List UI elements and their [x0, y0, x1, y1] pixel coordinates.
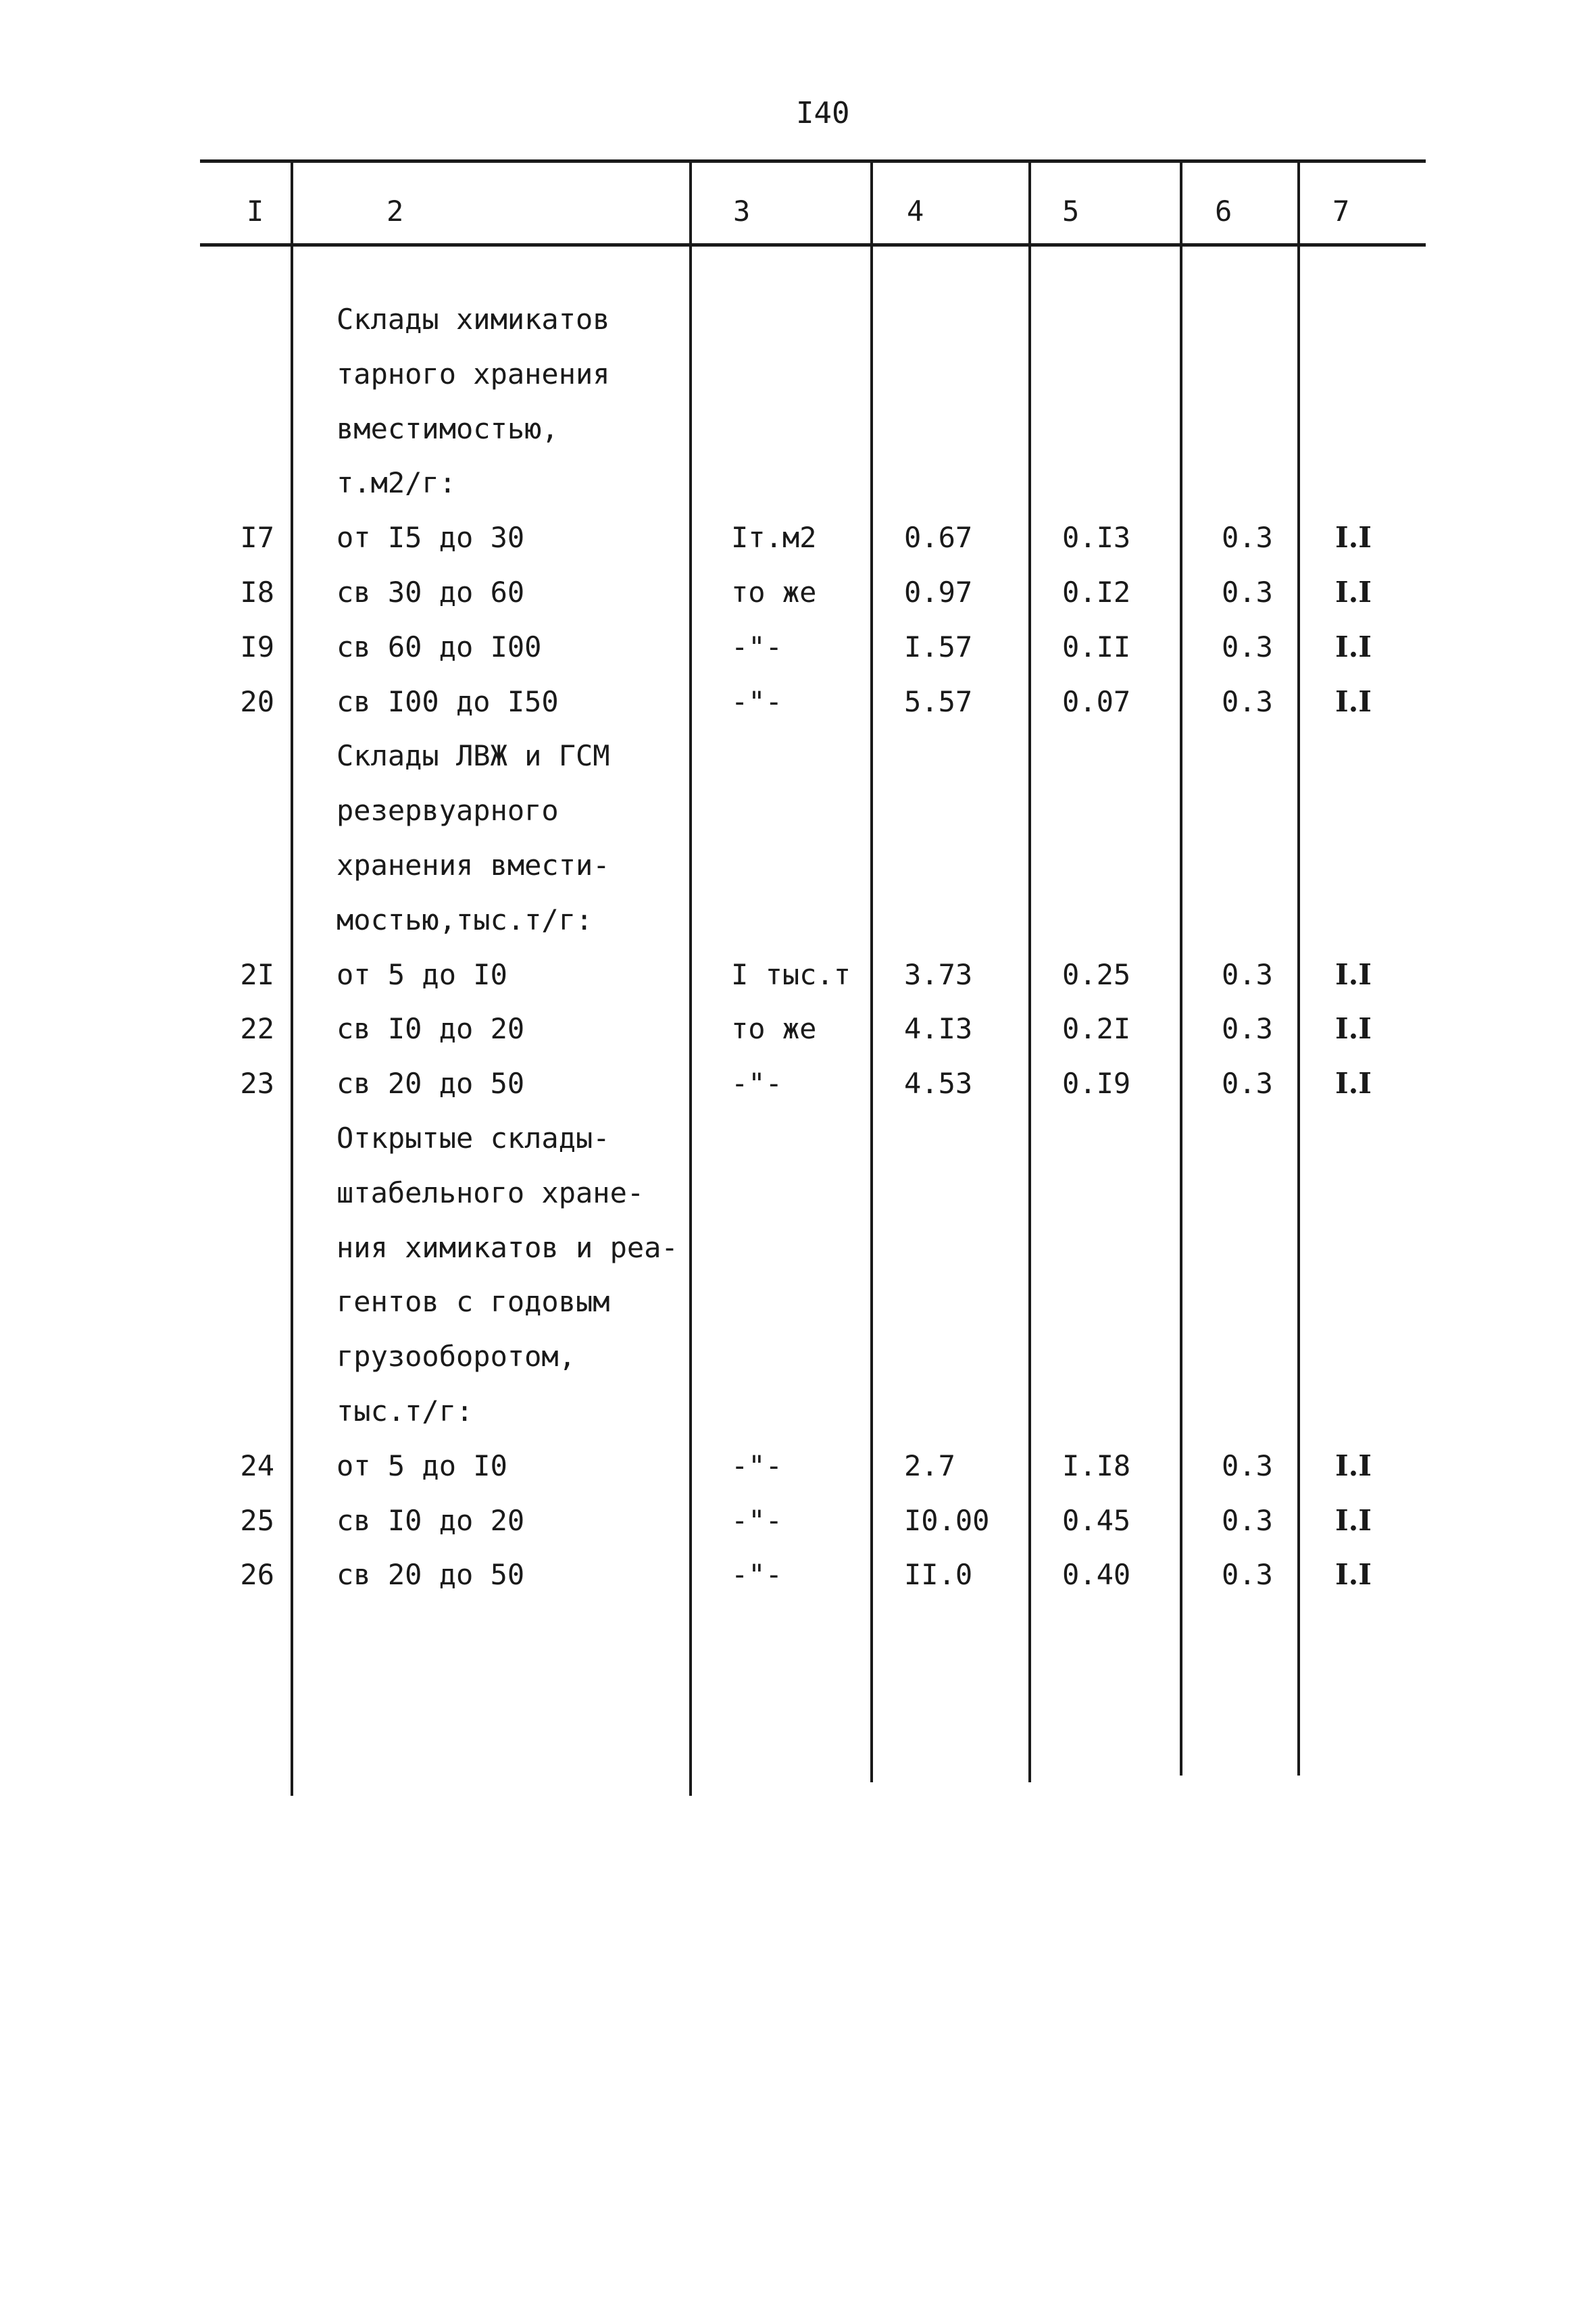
item-description: грузооборотом, [336, 1340, 576, 1373]
value-col-4: 3.73 [904, 958, 973, 991]
value-col-7: I.I [1335, 1558, 1372, 1591]
item-description: тыс.т/г: [336, 1394, 474, 1428]
item-description: вместимостью, [336, 412, 559, 445]
value-col-7: I.I [1335, 521, 1372, 554]
value-col-5: I.I8 [1062, 1449, 1131, 1482]
value-col-5: 0.45 [1062, 1504, 1131, 1537]
row-number: 25 [240, 1504, 274, 1537]
item-description: мостью,тыс.т/г: [336, 903, 593, 936]
unit: -"- [731, 1449, 782, 1482]
header-cell-3: 3 [733, 195, 751, 228]
item-description: св I00 до I50 [336, 685, 559, 718]
item-description: Склады химикатов [336, 303, 610, 336]
value-col-6: 0.3 [1222, 1504, 1273, 1537]
column-divider-4 [1028, 161, 1031, 1782]
item-description: св 30 до 60 [336, 576, 525, 609]
value-col-5: 0.II [1062, 630, 1131, 663]
value-col-5: 0.I2 [1062, 576, 1131, 609]
item-description: св 60 до I00 [336, 630, 542, 663]
column-divider-1 [291, 161, 293, 1796]
value-col-4: 5.57 [904, 685, 973, 718]
header-cell-2: 2 [386, 195, 404, 228]
unit: -"- [731, 1067, 782, 1100]
value-col-5: 0.I9 [1062, 1067, 1131, 1100]
value-col-6: 0.3 [1222, 1067, 1273, 1100]
header-cell-6: 6 [1215, 195, 1232, 228]
item-description: хранения вмести- [336, 849, 610, 882]
unit: I тыс.т [731, 958, 851, 991]
item-description: св 20 до 50 [336, 1558, 525, 1591]
value-col-5: 0.I3 [1062, 521, 1131, 554]
header-bottom-rule [200, 243, 1426, 247]
header-cell-4: 4 [907, 195, 924, 228]
value-col-6: 0.3 [1222, 958, 1273, 991]
value-col-5: 0.25 [1062, 958, 1131, 991]
value-col-7: I.I [1335, 1504, 1372, 1537]
value-col-7: I.I [1335, 1449, 1372, 1482]
row-number: 23 [240, 1067, 274, 1100]
item-description: тарного хранения [336, 357, 610, 391]
value-col-6: 0.3 [1222, 521, 1273, 554]
row-number: 26 [240, 1558, 274, 1591]
item-description: св I0 до 20 [336, 1012, 525, 1045]
value-col-6: 0.3 [1222, 576, 1273, 609]
value-col-6: 0.3 [1222, 1012, 1273, 1045]
value-col-4: I.57 [904, 630, 973, 663]
row-number: I7 [240, 521, 274, 554]
item-description: от I5 до 30 [336, 521, 525, 554]
item-description: гентов с годовым [336, 1285, 610, 1318]
value-col-7: I.I [1335, 685, 1372, 718]
value-col-4: 4.I3 [904, 1012, 973, 1045]
item-description: Открытые склады- [336, 1122, 610, 1155]
value-col-4: 4.53 [904, 1067, 973, 1100]
value-col-6: 0.3 [1222, 1558, 1273, 1591]
value-col-5: 0.40 [1062, 1558, 1131, 1591]
item-description: св I0 до 20 [336, 1504, 525, 1537]
value-col-7: I.I [1335, 630, 1372, 663]
row-number: 24 [240, 1449, 274, 1482]
item-description: Склады ЛВЖ и ГСМ [336, 739, 610, 772]
value-col-6: 0.3 [1222, 685, 1273, 718]
item-description: т.м2/г: [336, 466, 457, 499]
header-cell-5: 5 [1062, 195, 1080, 228]
table-top-rule [200, 159, 1426, 163]
item-description: от 5 до I0 [336, 958, 507, 991]
item-description: ния химикатов и реа- [336, 1231, 678, 1264]
header-cell-7: 7 [1332, 195, 1350, 228]
value-col-7: I.I [1335, 1067, 1372, 1100]
unit: Iт.м2 [731, 521, 817, 554]
unit: то же [731, 1012, 817, 1045]
unit: -"- [731, 685, 782, 718]
column-divider-3 [870, 161, 873, 1782]
value-col-5: 0.2I [1062, 1012, 1131, 1045]
page-number: I40 [796, 96, 850, 130]
unit: -"- [731, 630, 782, 663]
row-number: 20 [240, 685, 274, 718]
value-col-4: 0.67 [904, 521, 973, 554]
column-divider-6 [1297, 161, 1300, 1776]
unit: -"- [731, 1504, 782, 1537]
value-col-7: I.I [1335, 1012, 1372, 1045]
column-divider-2 [689, 161, 692, 1796]
value-col-4: 2.7 [904, 1449, 955, 1482]
row-number: 2I [240, 958, 274, 991]
row-number: 22 [240, 1012, 274, 1045]
value-col-4: 0.97 [904, 576, 973, 609]
unit: -"- [731, 1558, 782, 1591]
item-description: от 5 до I0 [336, 1449, 507, 1482]
column-divider-5 [1180, 161, 1182, 1776]
row-number: I8 [240, 576, 274, 609]
item-description: штабельного хране- [336, 1176, 645, 1209]
value-col-7: I.I [1335, 576, 1372, 609]
value-col-5: 0.07 [1062, 685, 1131, 718]
value-col-4: I0.00 [904, 1504, 990, 1537]
value-col-6: 0.3 [1222, 630, 1273, 663]
value-col-7: I.I [1335, 958, 1372, 991]
row-number: I9 [240, 630, 274, 663]
value-col-4: II.0 [904, 1558, 973, 1591]
item-description: резервуарного [336, 794, 559, 827]
header-cell-1: I [247, 195, 264, 228]
unit: то же [731, 576, 817, 609]
item-description: св 20 до 50 [336, 1067, 525, 1100]
value-col-6: 0.3 [1222, 1449, 1273, 1482]
